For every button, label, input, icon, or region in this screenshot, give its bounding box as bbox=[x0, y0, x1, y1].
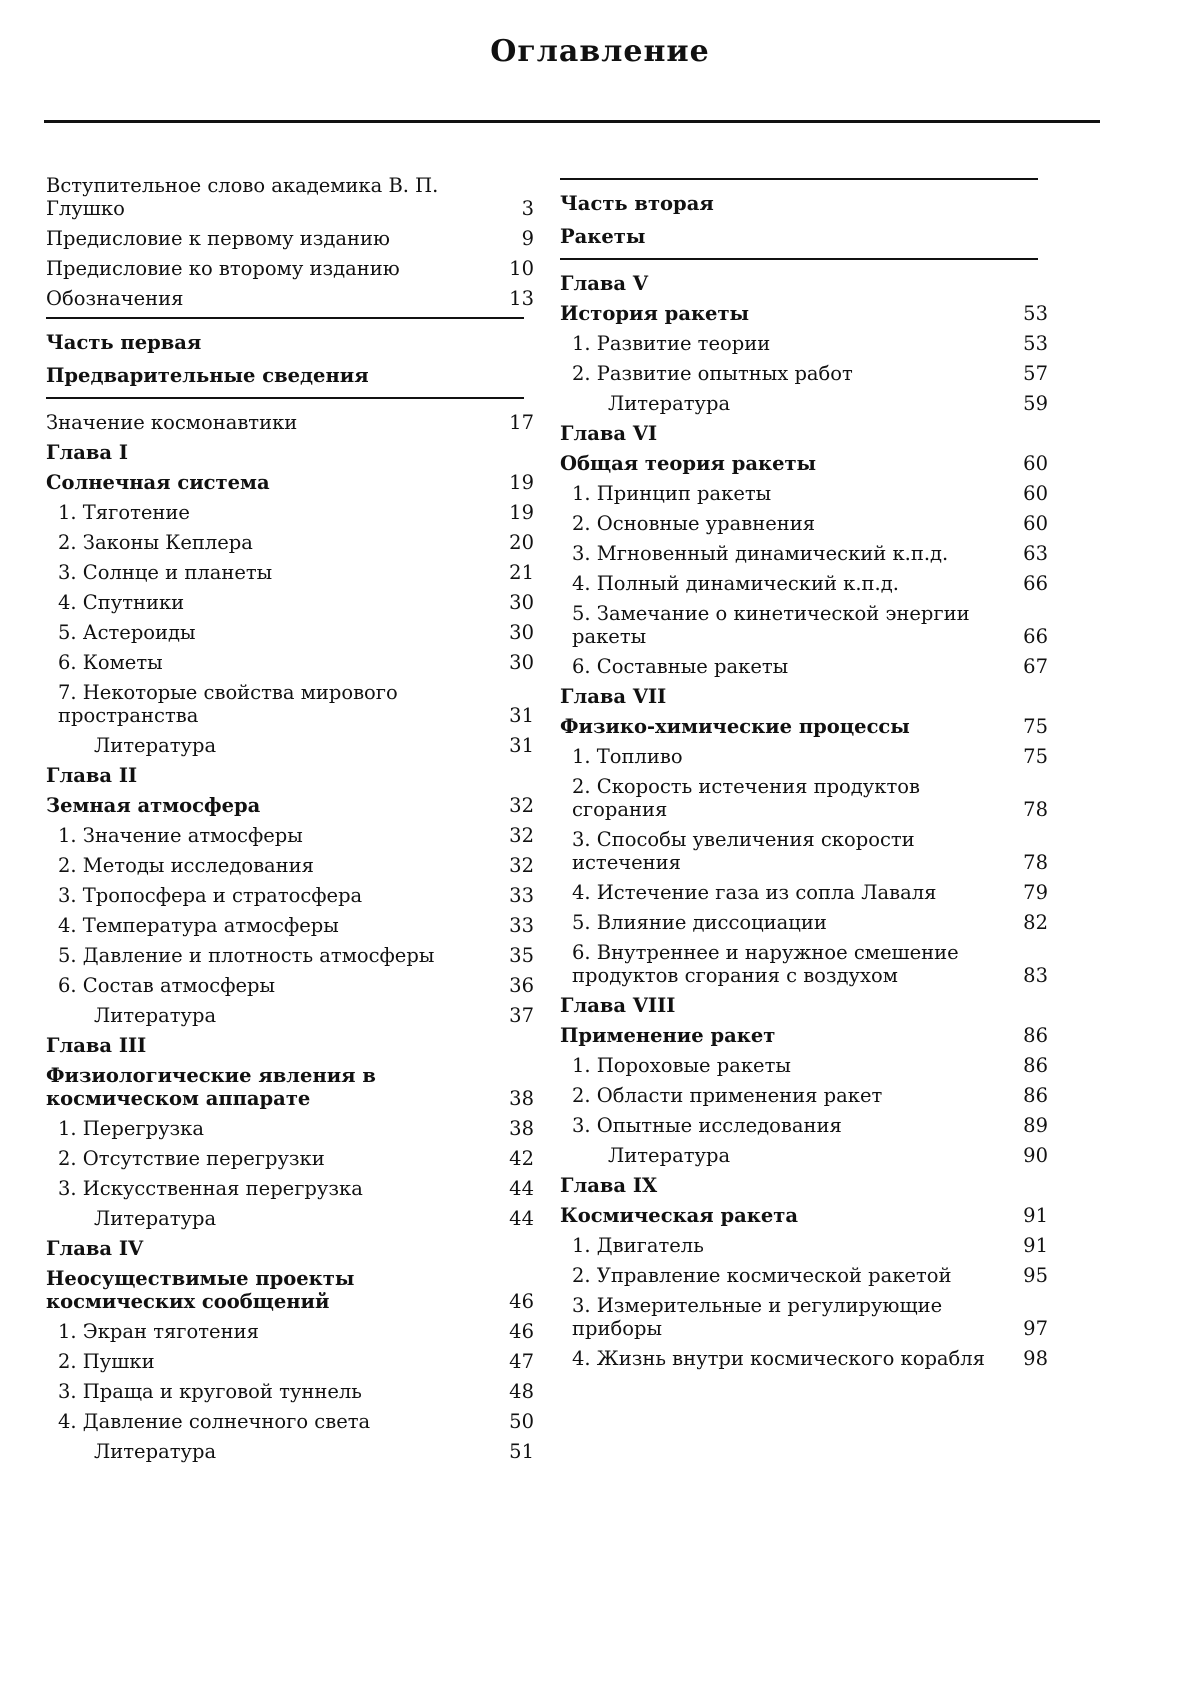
toc-entry[interactable]: 2. Области применения ракет 86 bbox=[572, 1084, 1048, 1107]
toc-entry[interactable]: Значение космонавтики 17 bbox=[46, 411, 534, 434]
toc-entry[interactable]: 6. Составные ракеты 67 bbox=[572, 655, 1048, 678]
toc-entry[interactable]: 1. Принцип ракеты 60 bbox=[572, 482, 1048, 505]
toc-entry[interactable]: 3. Тропосфера и стратосфера 33 bbox=[58, 884, 534, 907]
toc-entry[interactable]: 4. Истечение газа из сопла Лаваля 79 bbox=[572, 881, 1048, 904]
chapter-title[interactable]: Неосуществимые проекты космических сообщений 46 bbox=[46, 1267, 534, 1313]
toc-entry[interactable]: 5. Замечание о кинетической энергии ракеты 66 bbox=[572, 602, 1048, 648]
toc-entry-literature[interactable]: Литература 37 bbox=[94, 1004, 534, 1027]
chapter-label: Глава IX bbox=[560, 1174, 658, 1197]
toc-entry-literature[interactable]: Литература 59 bbox=[608, 392, 1048, 415]
toc-entry-literature[interactable]: Литература 44 bbox=[94, 1207, 534, 1230]
toc-entry[interactable]: 1. Тяготение 19 bbox=[58, 501, 534, 524]
toc-entry[interactable]: 3. Праща и круговой туннель 48 bbox=[58, 1380, 534, 1403]
page-number: 91 bbox=[1023, 1204, 1048, 1227]
page-number: 32 bbox=[509, 794, 534, 817]
toc-entry[interactable]: 4. Спутники 30 bbox=[58, 591, 534, 614]
chapter-title[interactable]: Солнечная система 19 bbox=[46, 471, 534, 494]
chapter-label: Глава VI bbox=[560, 422, 658, 445]
chapter-label: Глава VII bbox=[560, 685, 667, 708]
chapter-label: Глава VIII bbox=[560, 994, 676, 1017]
toc-entry[interactable]: 2. Методы исследования 32 bbox=[58, 854, 534, 877]
page-number: 13 bbox=[509, 287, 534, 310]
toc-entry[interactable]: 5. Влияние диссоциации 82 bbox=[572, 911, 1048, 934]
toc-entry[interactable]: 2. Развитие опытных работ 57 bbox=[572, 362, 1048, 385]
page-number: 53 bbox=[1023, 302, 1048, 325]
chapter-title[interactable]: Физиологические явления в космическом аппарате 38 bbox=[46, 1064, 534, 1110]
toc-entry[interactable]: 7. Некоторые свойства мирового пространства 31 bbox=[58, 681, 534, 727]
part-title: Ракеты bbox=[560, 225, 646, 248]
toc-entry[interactable]: 2. Законы Кеплера 20 bbox=[58, 531, 534, 554]
page-number: 60 bbox=[1023, 452, 1048, 475]
page-number: 38 bbox=[509, 1087, 534, 1110]
toc-entry[interactable]: 4. Жизнь внутри космического корабля 98 bbox=[572, 1347, 1048, 1370]
page-title: Оглавление bbox=[490, 34, 710, 69]
toc-left-column bbox=[46, 174, 534, 1470]
page-number: 19 bbox=[509, 471, 534, 494]
toc-entry[interactable]: 3. Искусственная перегрузка 44 bbox=[58, 1177, 534, 1200]
toc-entry-intro[interactable]: Вступительное слово академика В. П. Глушко 3 bbox=[46, 174, 534, 220]
page-number: 9 bbox=[521, 227, 534, 250]
toc-entry-notation[interactable]: Обозначения 13 bbox=[46, 287, 534, 310]
title-divider bbox=[44, 120, 1100, 123]
toc-entry[interactable]: 1. Двигатель 91 bbox=[572, 1234, 1048, 1257]
toc-entry[interactable]: 1. Перегрузка 38 bbox=[58, 1117, 534, 1140]
chapter-title[interactable]: Физико-химические процессы 75 bbox=[560, 715, 1048, 738]
toc-entry[interactable]: 3. Способы увеличения скорости истечения 78 bbox=[572, 828, 1048, 874]
page-number: 17 bbox=[509, 411, 534, 434]
toc-entry[interactable]: 1. Развитие теории 53 bbox=[572, 332, 1048, 355]
toc-entry[interactable]: 4. Температура атмосферы 33 bbox=[58, 914, 534, 937]
part-label: Часть первая bbox=[46, 331, 202, 354]
toc-entry[interactable]: 1. Экран тяготения 46 bbox=[58, 1320, 534, 1343]
chapter-label: Глава IV bbox=[46, 1237, 144, 1260]
page-number: 75 bbox=[1023, 715, 1048, 738]
toc-entry[interactable]: 3. Мгновенный динамический к.п.д. 63 bbox=[572, 542, 1048, 565]
toc-entry-preface-1[interactable]: Предисловие к первому изданию 9 bbox=[46, 227, 534, 250]
toc-entry[interactable]: 6. Состав атмосферы 36 bbox=[58, 974, 534, 997]
toc-entry[interactable]: 2. Отсутствие перегрузки 42 bbox=[58, 1147, 534, 1170]
page-number: 10 bbox=[509, 257, 534, 280]
chapter-title[interactable]: Применение ракет 86 bbox=[560, 1024, 1048, 1047]
chapter-title[interactable]: Космическая ракета 91 bbox=[560, 1204, 1048, 1227]
toc-entry[interactable]: 5. Давление и плотность атмосферы 35 bbox=[58, 944, 534, 967]
page-number: 86 bbox=[1023, 1024, 1048, 1047]
toc-entry[interactable]: 4. Полный динамический к.п.д. 66 bbox=[572, 572, 1048, 595]
toc-entry-literature[interactable]: Литература 51 bbox=[94, 1440, 534, 1463]
toc-entry[interactable]: 1. Пороховые ракеты 86 bbox=[572, 1054, 1048, 1077]
toc-entry[interactable]: 4. Давление солнечного света 50 bbox=[58, 1410, 534, 1433]
section-divider bbox=[560, 178, 1038, 180]
section-divider bbox=[46, 317, 524, 319]
chapter-label: Глава V bbox=[560, 272, 648, 295]
page-number: 46 bbox=[509, 1290, 534, 1313]
toc-entry[interactable]: 6. Кометы 30 bbox=[58, 651, 534, 674]
chapter-label: Глава I bbox=[46, 441, 128, 464]
toc-entry[interactable]: 2. Основные уравнения 60 bbox=[572, 512, 1048, 535]
chapter-label: Глава II bbox=[46, 764, 138, 787]
part-label: Часть вторая bbox=[560, 192, 714, 215]
toc-entry-literature[interactable]: Литература 31 bbox=[94, 734, 534, 757]
toc-entry[interactable]: 2. Скорость истечения продуктов сгорания 78 bbox=[572, 775, 1048, 821]
toc-entry[interactable]: 3. Измерительные и регулирующие приборы 97 bbox=[572, 1294, 1048, 1340]
chapter-title[interactable]: История ракеты 53 bbox=[560, 302, 1048, 325]
part-title: Предварительные сведения bbox=[46, 364, 369, 387]
toc-entry[interactable]: 2. Пушки 47 bbox=[58, 1350, 534, 1373]
toc-entry[interactable]: 3. Опытные исследования 89 bbox=[572, 1114, 1048, 1137]
chapter-label: Глава III bbox=[46, 1034, 147, 1057]
section-divider bbox=[46, 397, 524, 399]
page-number: 3 bbox=[521, 197, 534, 220]
toc-entry[interactable]: 1. Топливо 75 bbox=[572, 745, 1048, 768]
chapter-title[interactable]: Земная атмосфера 32 bbox=[46, 794, 534, 817]
section-divider bbox=[560, 258, 1038, 260]
toc-entry[interactable]: 2. Управление космической ракетой 95 bbox=[572, 1264, 1048, 1287]
toc-entry[interactable]: 3. Солнце и планеты 21 bbox=[58, 561, 534, 584]
toc-entry[interactable]: 1. Значение атмосферы 32 bbox=[58, 824, 534, 847]
toc-entry-preface-2[interactable]: Предисловие ко второму изданию 10 bbox=[46, 257, 534, 280]
toc-entry[interactable]: 5. Астероиды 30 bbox=[58, 621, 534, 644]
chapter-title[interactable]: Общая теория ракеты 60 bbox=[560, 452, 1048, 475]
toc-entry[interactable]: 6. Внутреннее и наружное смешение продуктов сгорания с воздухом 83 bbox=[572, 941, 1048, 987]
toc-entry-literature[interactable]: Литература 90 bbox=[608, 1144, 1048, 1167]
toc-right-column bbox=[560, 174, 1048, 1377]
